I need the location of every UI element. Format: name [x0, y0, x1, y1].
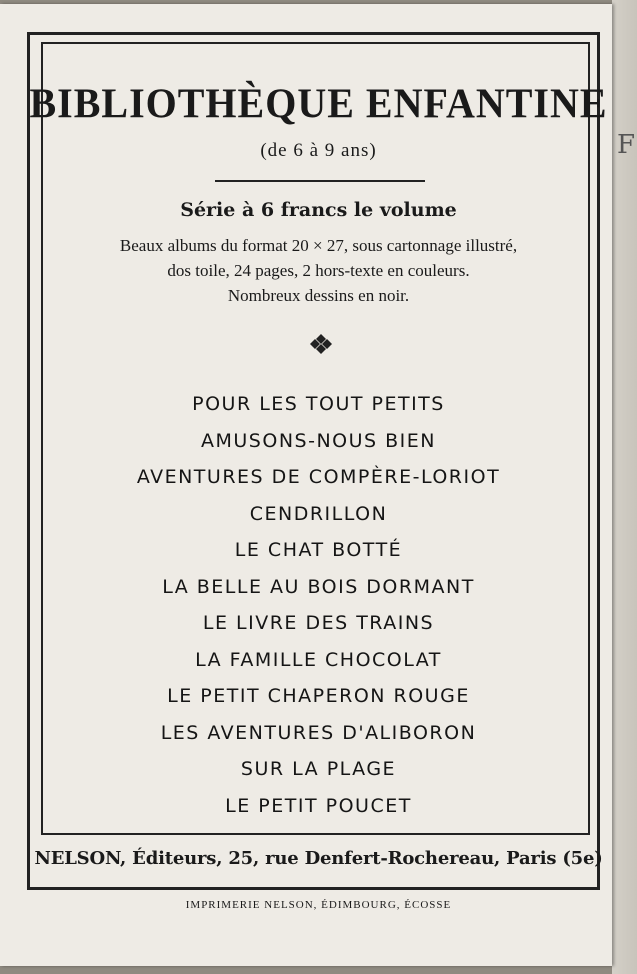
list-item: LE CHAT BOTTÉ [234, 539, 403, 561]
next-page-letter: F [616, 130, 635, 160]
description-line: Beaux albums du format 20 × 27, sous cartonnage illustré, [119, 236, 518, 255]
divider-rule [215, 180, 425, 182]
book-title-list [0, 386, 637, 824]
publisher-line: NELSON, Éditeurs, 25, rue Denfert-Rochereau, Paris (5e) [34, 848, 603, 869]
printer-imprint: IMPRIMERIE NELSON, ÉDIMBOURG, ÉCOSSE [185, 899, 452, 911]
description-line: Nombreux dessins en noir. [227, 286, 410, 305]
age-range: (de 6 à 9 ans) [260, 140, 377, 161]
list-item: SUR LA PLAGE [240, 758, 397, 780]
list-item: POUR LES TOUT PETITS [192, 393, 445, 415]
list-item: LE PETIT CHAPERON ROUGE [167, 685, 470, 707]
list-item: AVENTURES DE COMPÈRE-LORIOT [136, 466, 501, 488]
list-item: LE PETIT POUCET [225, 794, 412, 817]
series-heading: Série à 6 francs le volume [180, 199, 457, 221]
description-line: dos toile, 24 pages, 2 hors-texte en couleurs. [167, 261, 470, 280]
page-title: BIBLIOTHÈQUE ENFANTINE [29, 79, 608, 128]
list-item: AMUSONS-NOUS BIEN [201, 429, 436, 452]
list-item: LA FAMILLE CHOCOLAT [195, 648, 442, 671]
list-item: LA BELLE AU BOIS DORMANT [162, 575, 475, 598]
list-item: LES AVENTURES D'ALIBORON [160, 721, 477, 744]
list-item: CENDRILLON [249, 502, 388, 525]
list-item: LE LIVRE DES TRAINS [202, 612, 435, 634]
diamond-ornament-icon [310, 334, 332, 357]
